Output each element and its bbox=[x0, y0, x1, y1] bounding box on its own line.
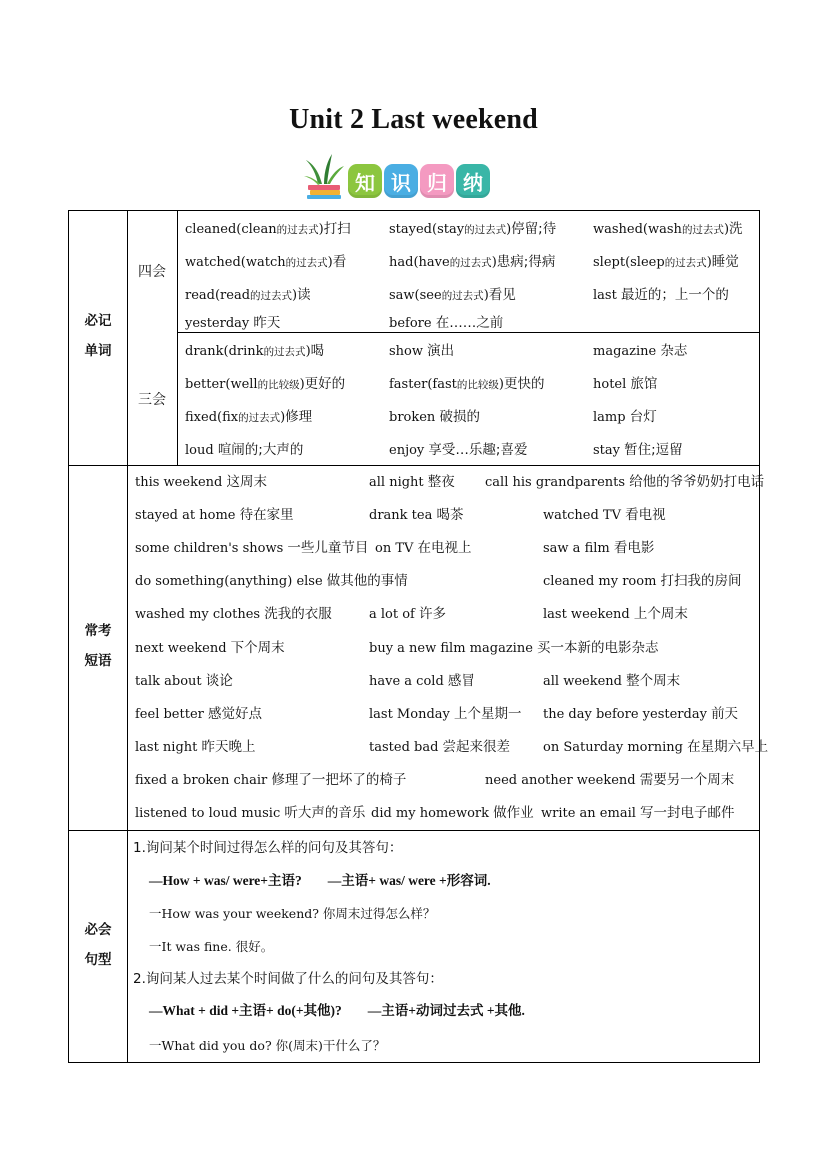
knowledge-table bbox=[68, 210, 769, 1063]
phrase-english: feel better bbox=[135, 706, 208, 722]
phrase-english: buy a new film magazine bbox=[369, 640, 538, 656]
word-english: slept(sleep bbox=[593, 255, 665, 270]
phrase-chinese: 喝茶 bbox=[436, 507, 464, 524]
word-item bbox=[593, 408, 657, 427]
phrase-english: all weekend bbox=[543, 673, 627, 689]
word-item bbox=[185, 408, 312, 427]
phrase-chinese: 修理了一把坏了的椅子 bbox=[271, 771, 407, 788]
word-chinese: 昨天 bbox=[253, 315, 281, 331]
word-chinese: 最近的；上一个的 bbox=[620, 287, 729, 303]
word-english: stayed(stay bbox=[389, 222, 465, 237]
phrase-english: all night bbox=[369, 475, 428, 490]
word-bracket: ) bbox=[327, 255, 333, 270]
phrase-chinese: 昨天晚上 bbox=[201, 738, 256, 755]
phrase-item bbox=[543, 705, 738, 724]
word-bracket: ) bbox=[498, 377, 504, 392]
phrase-english: on TV bbox=[375, 541, 418, 557]
plant-books-icon bbox=[300, 148, 352, 200]
word-english: last bbox=[593, 288, 621, 303]
phrase-item bbox=[369, 672, 475, 691]
phrase-item bbox=[541, 804, 735, 823]
word-item bbox=[185, 342, 324, 361]
phrase-item bbox=[369, 639, 659, 658]
word-chinese: 暂住;逗留 bbox=[624, 442, 683, 458]
phrase-chinese: 感冒 bbox=[447, 672, 475, 689]
word-item bbox=[389, 375, 544, 394]
word-english: enjoy bbox=[389, 443, 429, 458]
phrase-chinese: 买一本新的电影杂志 bbox=[537, 639, 659, 656]
word-item bbox=[185, 441, 303, 460]
word-item bbox=[185, 253, 346, 272]
word-english: loud bbox=[185, 443, 218, 458]
word-item bbox=[593, 286, 729, 305]
word-grammar-note: 的过去式 bbox=[664, 257, 707, 269]
word-chinese: 喝 bbox=[310, 343, 325, 359]
word-english: drank(drink bbox=[185, 344, 264, 359]
word-chinese: 洗 bbox=[729, 221, 743, 237]
phrase-english: call his grandparents bbox=[485, 475, 630, 490]
word-bracket: ) bbox=[483, 288, 489, 303]
word-chinese: 停留;待 bbox=[511, 221, 557, 237]
phrase-chinese: 打扫我的房间 bbox=[660, 573, 742, 590]
word-grammar-note: 的过去式 bbox=[276, 224, 319, 236]
category-sentences bbox=[69, 915, 127, 975]
word-chinese: 看见 bbox=[488, 287, 516, 303]
sentence-heading-2: 2.询问某人过去某个时间做了什么的问句及其答句： bbox=[133, 971, 443, 987]
phrase-item bbox=[543, 672, 680, 691]
word-english: better(well bbox=[185, 377, 258, 392]
phrase-item bbox=[135, 506, 294, 525]
phrase-item bbox=[485, 771, 734, 790]
phrase-item bbox=[543, 738, 768, 757]
word-bracket: ) bbox=[723, 222, 730, 237]
pattern-answer-1: —主语+ was/ were +形容词. bbox=[327, 873, 491, 888]
phrase-english: do something(anything) else bbox=[135, 574, 327, 590]
word-bracket: ) bbox=[305, 344, 311, 359]
sentence-pattern-2 bbox=[149, 1002, 525, 1020]
category-phrases-line1: 常考 bbox=[84, 623, 112, 639]
category-words-line1: 必记 bbox=[84, 313, 112, 329]
phrase-english: some children's shows bbox=[135, 541, 288, 557]
word-english: read(read bbox=[185, 288, 251, 303]
word-item bbox=[389, 342, 454, 361]
word-english: saw(see bbox=[389, 288, 442, 303]
word-item bbox=[185, 314, 280, 333]
word-english: broken bbox=[389, 410, 440, 425]
word-grammar-note: 的过去式 bbox=[263, 346, 306, 358]
sentence-heading-1: 1.询问某个时间过得怎么样的问句及其答句： bbox=[133, 840, 403, 856]
word-bracket: ) bbox=[292, 288, 298, 303]
phrase-english: stayed at home bbox=[135, 508, 240, 524]
category-phrases bbox=[69, 616, 127, 676]
word-english: lamp bbox=[593, 410, 630, 425]
phrase-english: write an email bbox=[541, 806, 641, 821]
word-english: before bbox=[389, 316, 436, 331]
phrase-item bbox=[543, 539, 654, 558]
phrase-item bbox=[135, 738, 256, 757]
word-chinese: 更好的 bbox=[304, 376, 346, 392]
phrase-item bbox=[543, 572, 742, 591]
pattern-question-1: —How + was/ were+主语? bbox=[149, 873, 302, 888]
word-chinese: 破损的 bbox=[439, 409, 480, 425]
word-english: faster(fast bbox=[389, 377, 457, 392]
word-english: stay bbox=[593, 443, 625, 458]
word-english: washed(wash bbox=[593, 222, 682, 237]
phrase-chinese: 这周末 bbox=[226, 474, 267, 490]
word-bracket: ) bbox=[318, 222, 324, 237]
phrase-item bbox=[135, 473, 267, 492]
phrase-english: last night bbox=[135, 739, 202, 755]
phrase-item bbox=[135, 539, 368, 558]
phrase-english: need another weekend bbox=[485, 772, 640, 788]
category-words bbox=[69, 306, 127, 366]
phrase-chinese: 待在家里 bbox=[239, 507, 294, 524]
phrase-item bbox=[135, 705, 262, 724]
phrase-chinese: 谈论 bbox=[205, 672, 233, 689]
word-chinese: 打扫 bbox=[323, 221, 351, 237]
word-english: fixed(fix bbox=[185, 410, 239, 425]
word-item bbox=[389, 220, 556, 239]
phrase-item bbox=[135, 771, 406, 790]
section-badge bbox=[300, 148, 500, 202]
phrase-chinese: 在电视上 bbox=[417, 540, 472, 557]
phrase-english: did my homework bbox=[371, 806, 494, 821]
word-chinese: 杂志 bbox=[660, 343, 688, 359]
word-chinese: 患病;得病 bbox=[496, 254, 556, 270]
phrase-item bbox=[369, 473, 455, 492]
word-item bbox=[593, 441, 683, 460]
phrase-item bbox=[369, 605, 446, 624]
phrase-chinese: 看电视 bbox=[625, 507, 666, 524]
word-english: watched(watch bbox=[185, 255, 286, 270]
phrase-item bbox=[369, 738, 510, 757]
phrase-english: next weekend bbox=[135, 640, 231, 656]
phrase-chinese: 需要另一个周末 bbox=[639, 771, 735, 788]
phrase-item bbox=[371, 804, 534, 823]
phrase-chinese: 尝起来很差 bbox=[442, 738, 511, 755]
phrase-chinese: 上个星期一 bbox=[454, 705, 522, 722]
word-grammar-note: 的过去式 bbox=[464, 224, 507, 236]
word-grammar-note: 的比较级 bbox=[456, 379, 499, 391]
word-chinese: 读 bbox=[297, 287, 311, 303]
phrase-item bbox=[135, 672, 233, 691]
word-grammar-note: 的过去式 bbox=[285, 257, 328, 269]
phrase-english: listened to loud music bbox=[135, 806, 285, 821]
page-title: Unit 2 Last weekend bbox=[289, 104, 538, 135]
word-english: show bbox=[389, 344, 428, 359]
phrase-english: drank tea bbox=[369, 508, 437, 524]
word-english: cleaned(clean bbox=[185, 222, 277, 237]
badge-char-1: 知 bbox=[348, 164, 382, 198]
category-sentences-line1: 必会 bbox=[84, 922, 112, 938]
group-label-four: 四会 bbox=[138, 264, 166, 280]
word-grammar-note: 的过去式 bbox=[238, 412, 281, 424]
word-chinese: 台灯 bbox=[629, 409, 657, 425]
word-item bbox=[185, 375, 345, 394]
phrase-item bbox=[369, 506, 463, 525]
pattern-question-2: —What + did +主语+ do(+其他)? bbox=[149, 1003, 342, 1018]
phrase-english: washed my clothes bbox=[135, 607, 265, 623]
word-chinese: 修理 bbox=[285, 409, 313, 425]
phrase-chinese: 看电影 bbox=[613, 540, 655, 557]
phrase-chinese: 下个周末 bbox=[230, 639, 285, 656]
phrase-english: on Saturday morning bbox=[543, 739, 688, 755]
word-item bbox=[593, 253, 739, 272]
phrase-chinese: 整个周末 bbox=[626, 672, 681, 689]
phrase-chinese: 许多 bbox=[419, 606, 446, 623]
phrase-item bbox=[135, 804, 365, 823]
word-bracket: ) bbox=[491, 255, 497, 270]
word-item bbox=[389, 314, 503, 333]
phrase-item bbox=[135, 639, 285, 658]
phrase-chinese: 听大声的音乐 bbox=[284, 805, 366, 821]
word-english: yesterday bbox=[185, 316, 254, 331]
pattern-answer-2: —主语+动词过去式 +其他. bbox=[367, 1003, 525, 1018]
word-item bbox=[185, 286, 311, 305]
group-label-three: 三会 bbox=[138, 392, 166, 408]
word-chinese: 更快的 bbox=[503, 376, 545, 392]
category-phrases-line2: 短语 bbox=[84, 653, 112, 669]
phrase-english: have a cold bbox=[369, 673, 448, 689]
badge-char-2: 识 bbox=[384, 164, 418, 198]
phrase-chinese: 前天 bbox=[711, 705, 739, 722]
badge-char-3: 归 bbox=[420, 164, 454, 198]
word-english: had(have bbox=[389, 255, 450, 270]
phrase-chinese: 做其他的事情 bbox=[326, 573, 408, 590]
phrase-item bbox=[135, 572, 408, 591]
phrase-english: talk about bbox=[135, 673, 206, 689]
sentence-pattern-1 bbox=[149, 872, 491, 890]
word-chinese: 旅馆 bbox=[630, 376, 658, 392]
sentence-example-1a: 一How was your weekend? 你周末过得怎么样？ bbox=[149, 906, 436, 921]
word-bracket: ) bbox=[280, 410, 286, 425]
phrase-item bbox=[375, 539, 472, 558]
word-english: magazine bbox=[593, 344, 661, 359]
phrase-chinese: 给他的爷爷奶奶打电话 bbox=[629, 474, 765, 490]
phrase-chinese: 感觉好点 bbox=[208, 705, 262, 722]
phrase-chinese: 在星期六早上 bbox=[687, 738, 769, 755]
phrase-chinese: 上个周末 bbox=[633, 606, 688, 623]
category-sentences-line2: 句型 bbox=[84, 952, 112, 968]
word-item bbox=[389, 441, 527, 460]
sentence-example-2a: 一What did you do? 你(周末)干什么了？ bbox=[149, 1038, 386, 1053]
word-chinese: 看 bbox=[332, 254, 347, 270]
badge-char-4: 纳 bbox=[456, 164, 490, 198]
phrase-item bbox=[543, 506, 666, 525]
word-chinese: 喧闹的;大声的 bbox=[217, 442, 304, 458]
sentence-example-1b: 一It was fine. 很好。 bbox=[149, 939, 274, 954]
word-item bbox=[389, 286, 516, 305]
phrase-chinese: 整夜 bbox=[427, 474, 455, 490]
word-bracket: ) bbox=[299, 377, 305, 392]
word-item bbox=[593, 375, 657, 394]
word-item bbox=[593, 220, 743, 239]
phrase-english: the day before yesterday bbox=[543, 706, 712, 722]
phrase-english: a lot of bbox=[369, 607, 419, 623]
phrase-chinese: 做作业 bbox=[493, 805, 534, 821]
phrase-english: this weekend bbox=[135, 475, 227, 490]
category-words-line2: 单词 bbox=[84, 343, 112, 359]
word-item bbox=[185, 220, 351, 239]
word-grammar-note: 的过去式 bbox=[681, 224, 724, 236]
word-bracket: ) bbox=[506, 222, 512, 237]
phrase-english: last weekend bbox=[543, 607, 634, 623]
word-grammar-note: 的过去式 bbox=[250, 290, 293, 302]
word-grammar-note: 的过去式 bbox=[441, 290, 484, 302]
word-chinese: 演出 bbox=[427, 343, 455, 359]
word-english: hotel bbox=[593, 377, 631, 392]
word-chinese: 睡觉 bbox=[711, 254, 739, 270]
word-item bbox=[389, 408, 480, 427]
phrase-english: watched TV bbox=[543, 508, 626, 524]
phrase-item bbox=[135, 605, 332, 624]
phrase-chinese: 一些儿童节目 bbox=[287, 540, 369, 557]
word-grammar-note: 的比较级 bbox=[257, 379, 300, 391]
word-item bbox=[593, 342, 687, 361]
phrase-english: cleaned my room bbox=[543, 574, 661, 590]
phrase-english: saw a film bbox=[543, 541, 614, 557]
phrase-chinese: 洗我的衣服 bbox=[264, 606, 332, 623]
phrase-item bbox=[369, 705, 522, 724]
phrase-item bbox=[543, 605, 688, 624]
phrase-chinese: 写一封电子邮件 bbox=[640, 805, 735, 821]
phrase-english: tasted bad bbox=[369, 739, 443, 755]
word-bracket: ) bbox=[706, 255, 712, 270]
word-chinese: 享受…乐趣;喜爱 bbox=[428, 442, 528, 458]
word-item bbox=[389, 253, 555, 272]
phrase-english: fixed a broken chair bbox=[135, 772, 272, 788]
word-chinese: 在……之前 bbox=[435, 315, 504, 331]
word-grammar-note: 的过去式 bbox=[449, 257, 492, 269]
phrase-item bbox=[485, 473, 764, 492]
phrase-english: last Monday bbox=[369, 706, 454, 722]
